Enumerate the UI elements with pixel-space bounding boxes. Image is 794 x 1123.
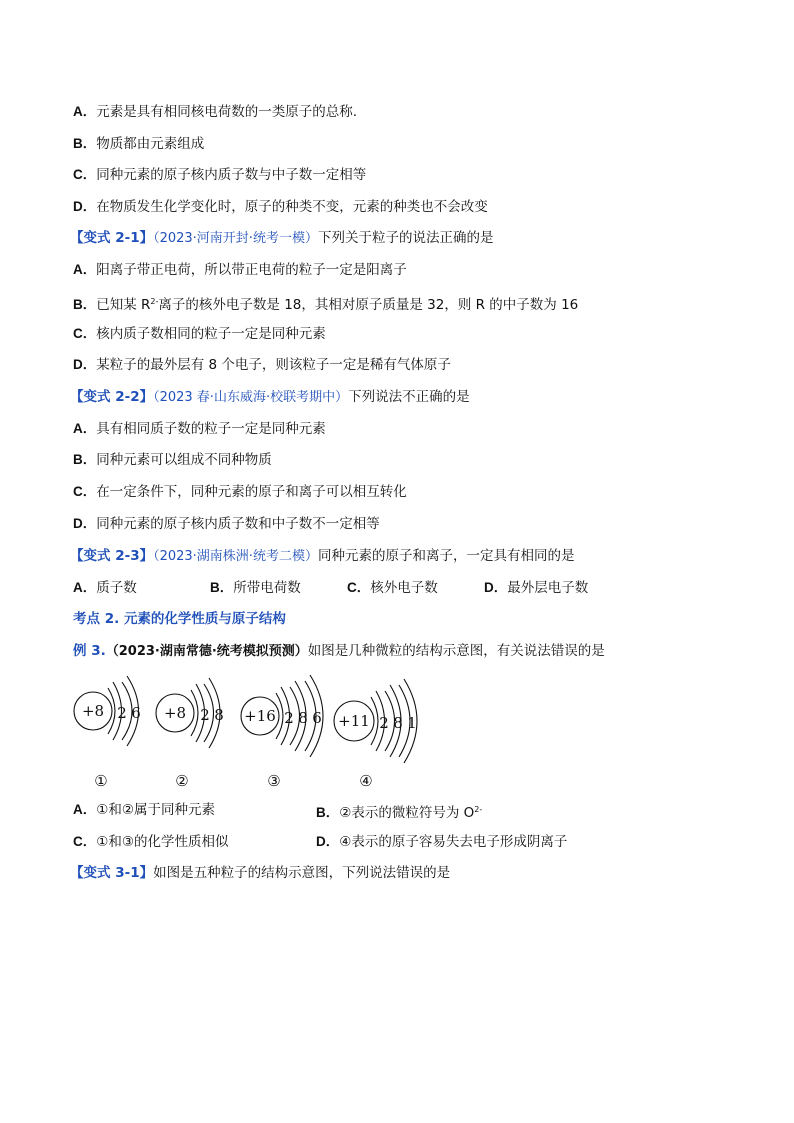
option-b: B．所带电荷数 (210, 580, 301, 596)
shell-electrons: 6 (131, 704, 141, 722)
nucleus-charge: +8 (81, 702, 105, 720)
particle-label: ④ (359, 772, 373, 790)
shell-electrons: 2 (284, 709, 294, 727)
question-v31: 【变式 3-1】如图是五种粒子的结构示意图，下列说法错误的是 (70, 865, 451, 881)
question-ex3: 例 3.（2023·湖南常德·统考模拟预测）如图是几种微粒的结构示意图，有关说法错误的是 (73, 643, 605, 659)
shell-electrons: 6 (312, 709, 322, 727)
option-a: A．元素是具有相同核电荷数的一类原子的总称. (73, 104, 358, 120)
option-d: D．某粒子的最外层有 8 个电子，则该粒子一定是稀有气体原子 (73, 357, 451, 373)
shell-electrons: 2 (200, 706, 210, 724)
question-v22: 【变式 2-2】（2023 春·山东威海·校联考期中）下列说法不正确的是 (70, 389, 470, 405)
nucleus-charge: +8 (163, 704, 187, 722)
atom-structure-diagram (60, 668, 480, 798)
option-d: D．④表示的原子容易失去电子形成阴离子 (316, 834, 568, 850)
particle-label: ① (94, 772, 108, 790)
shell-electrons: 1 (407, 714, 417, 732)
option-b: B．已知某 $R^{2-}$离子的核外电子数是 18，其相对原子质量是 32，则 R 的中子数为 16 (73, 297, 579, 313)
option-b: B．物质都由元素组成 (73, 136, 205, 152)
nucleus-charge: +11 (338, 712, 370, 730)
question-v23: 【变式 2-3】（2023·湖南株洲·统考二模）同种元素的原子和离子，一定具有相同的是 (70, 548, 575, 564)
option-d: D．在物质发生化学变化时，原子的种类不变，元素的种类也不会改变 (73, 199, 488, 215)
option-b: B．同种元素可以组成不同种物质 (73, 452, 272, 468)
option-b: B．②表示的微粒符号为 $O^{2-}$ (316, 805, 483, 821)
nucleus-charge: +16 (244, 707, 276, 725)
particle-label: ② (175, 772, 189, 790)
question-v21: 【变式 2-1】（2023·河南开封·统考一模）下列关于粒子的说法正确的是 (70, 230, 494, 246)
option-c: C．在一定条件下，同种元素的原子和离子可以相互转化 (73, 484, 407, 500)
shell-electrons: 8 (298, 709, 308, 727)
option-a: A．质子数 (73, 580, 137, 596)
section-heading: 考点 2. 元素的化学性质与原子结构 (73, 611, 286, 627)
shell-electrons: 2 (117, 704, 127, 722)
option-c: C．同种元素的原子核内质子数与中子数一定相等 (73, 167, 367, 183)
option-c: C．核外电子数 (347, 580, 438, 596)
shell-electrons: 8 (393, 714, 403, 732)
option-c: C．①和③的化学性质相似 (73, 834, 229, 850)
option-c: C．核内质子数相同的粒子一定是同种元素 (73, 326, 326, 342)
option-a: A．具有相同质子数的粒子一定是同种元素 (73, 421, 326, 437)
option-a: A．阳离子带正电荷，所以带正电荷的粒子一定是阳离子 (73, 262, 407, 278)
shell-electrons: 8 (214, 706, 224, 724)
option-a: A．①和②属于同种元素 (73, 802, 215, 818)
particle-label: ③ (267, 772, 281, 790)
option-d: D．同种元素的原子核内质子数和中子数不一定相等 (73, 516, 380, 532)
shell-electrons: 2 (379, 714, 389, 732)
option-d: D．最外层电子数 (484, 580, 589, 596)
